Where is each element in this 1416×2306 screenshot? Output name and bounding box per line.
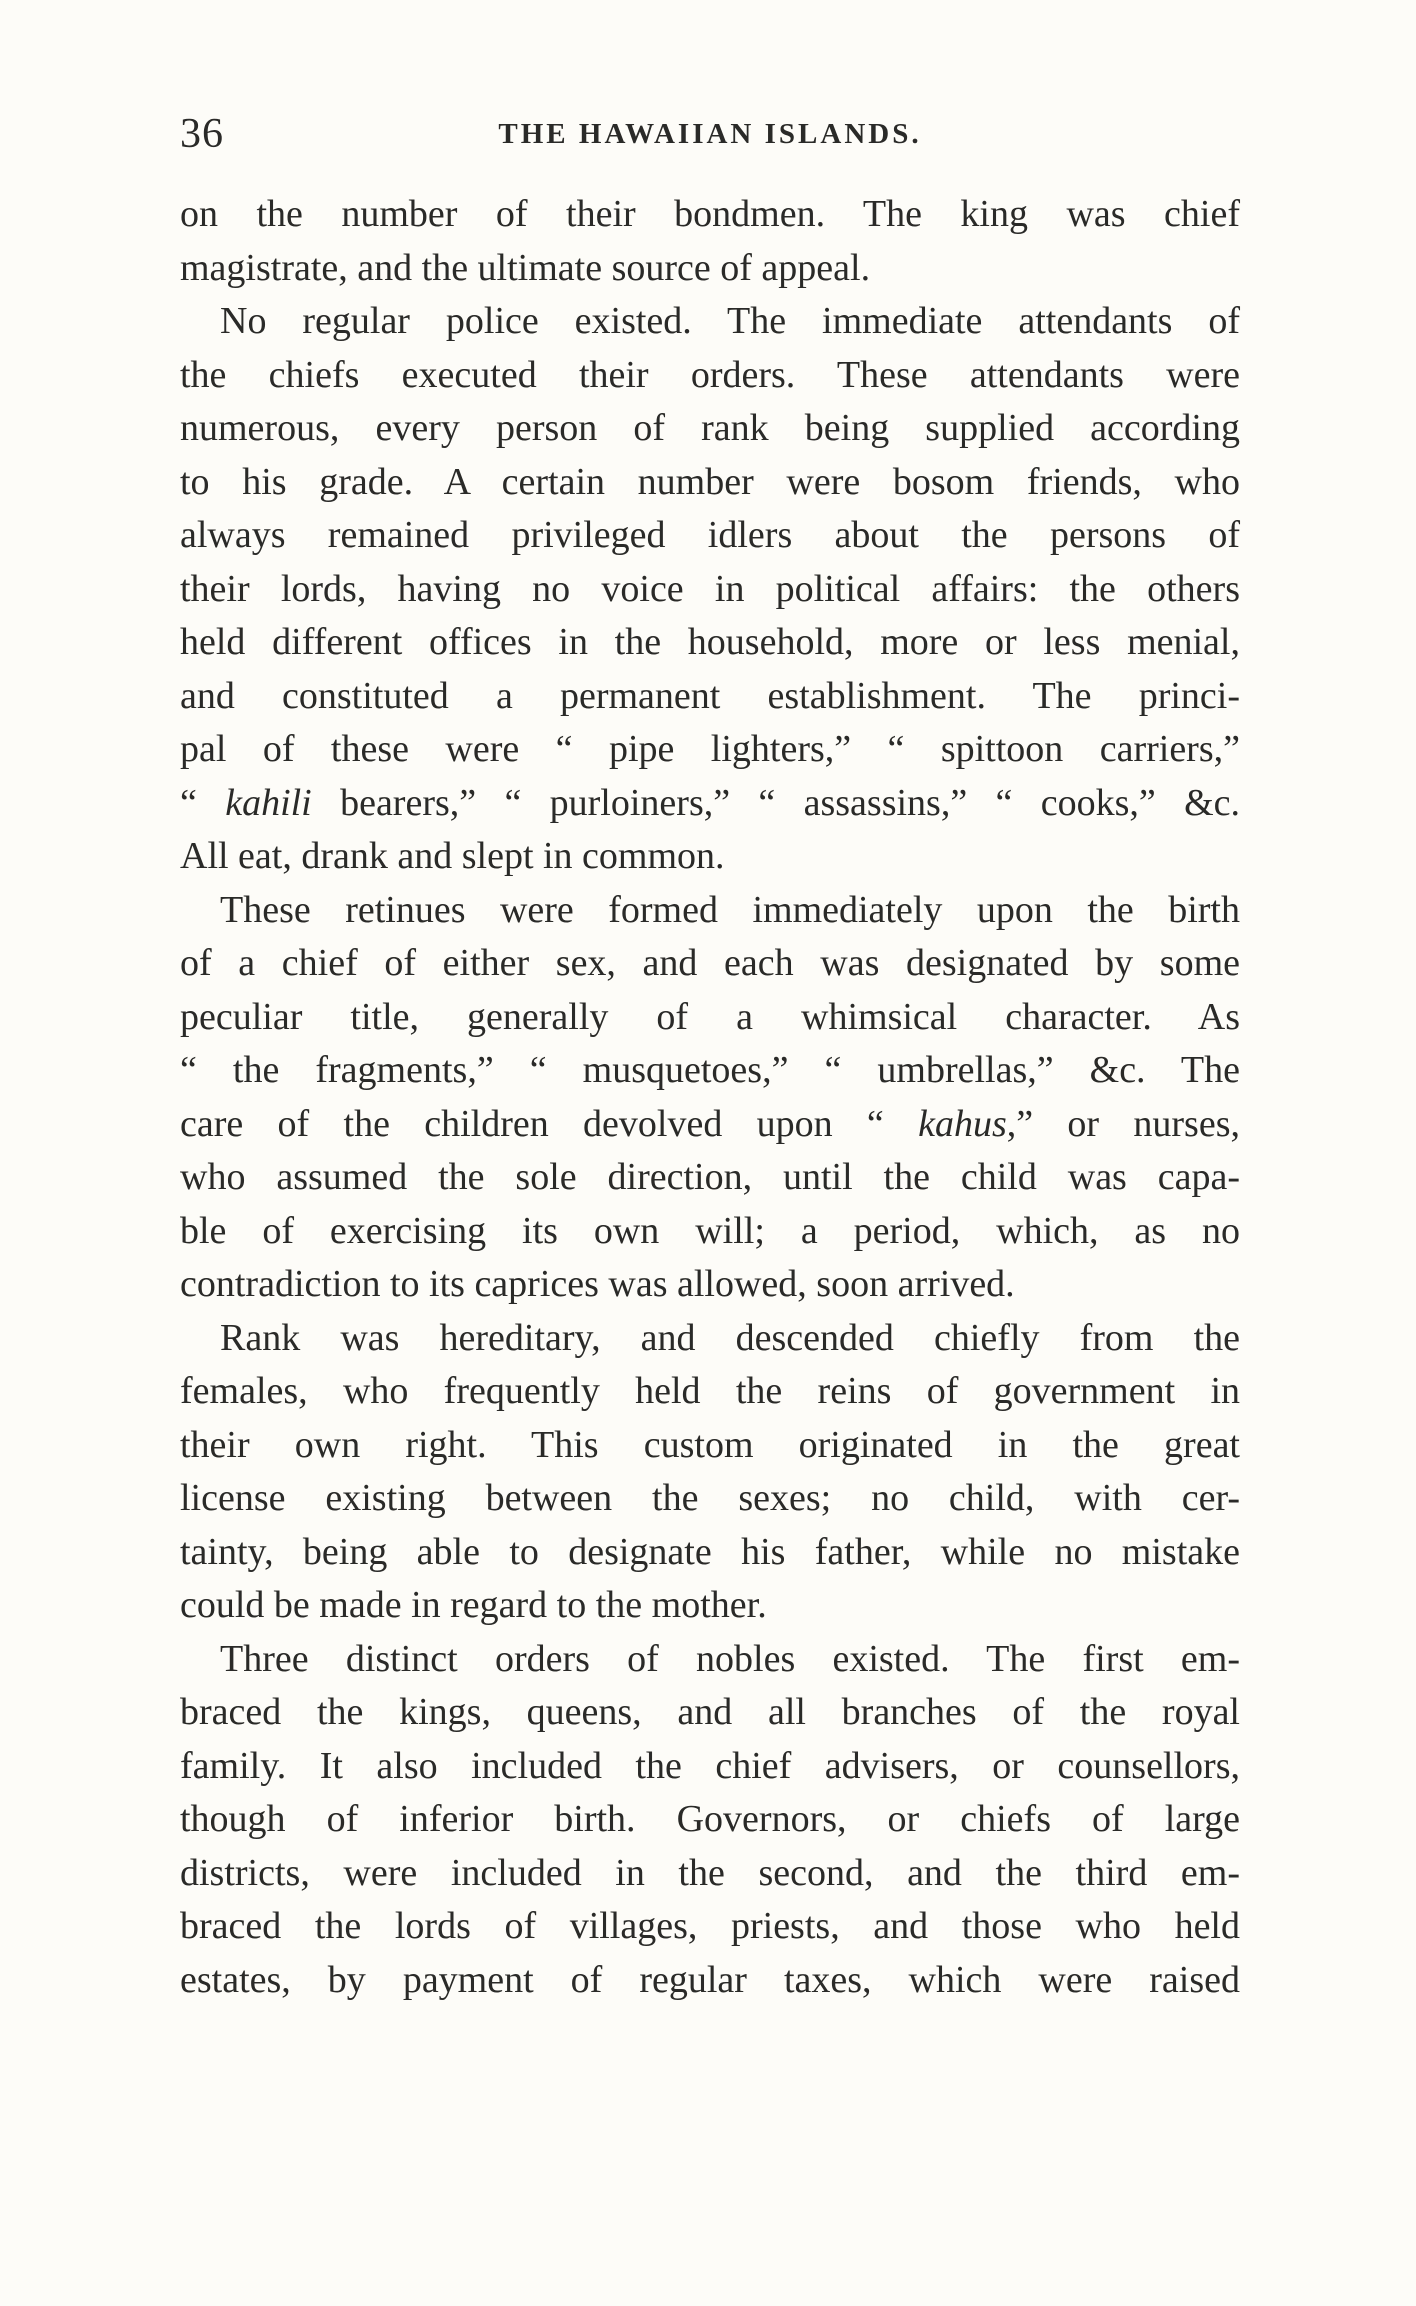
italic-term: kahili: [225, 781, 312, 824]
text-line: family. It also included the chief advisers, or counsellors,: [180, 1744, 1240, 1787]
text-line: the chiefs executed their orders. These attendants were: [180, 353, 1240, 396]
paragraph-3: [180, 884, 1240, 1312]
text-line: “ the fragments,” “ musquetoes,” “ umbrellas,” &c. The: [180, 1049, 1240, 1091]
paragraph-2: [180, 295, 1240, 884]
text-line: “ kahili bearers,” “ purloiners,” “ assassins,” “ cooks,” &c.: [180, 781, 1240, 824]
paragraph-5: [180, 1633, 1240, 2008]
text-line: could be made in regard to the mother.: [180, 1584, 767, 1626]
text-line: held different offices in the household, more or less menial,: [180, 621, 1240, 663]
text-line: always remained privileged idlers about the persons of: [180, 514, 1240, 556]
text-line: peculiar title, generally of a whimsical character. As: [180, 995, 1240, 1038]
text-line: care of the children devolved upon “ kahus,” or nurses,: [180, 1102, 1240, 1145]
text-line: All eat, drank and slept in common.: [180, 835, 725, 877]
italic-term: kahus: [918, 1102, 1007, 1145]
text-line: No regular police existed. The immediate attendants of: [220, 300, 1240, 342]
text-line: their lords, having no voice in political affairs: the others: [180, 567, 1240, 610]
running-head: [180, 104, 1240, 164]
text-line: districts, were included in the second, and the third em-: [180, 1851, 1240, 1894]
text-line: tainty, being able to designate his father, while no mistake: [180, 1530, 1240, 1573]
text-line: their own right. This custom originated in the great: [180, 1423, 1240, 1466]
text-line: contradiction to its caprices was allowed, soon arrived.: [180, 1263, 1015, 1305]
text-line: to his grade. A certain number were bosom friends, who: [180, 460, 1240, 503]
text-line: though of inferior birth. Governors, or chiefs of large: [180, 1798, 1240, 1840]
text-line: braced the kings, queens, and all branches of the royal: [180, 1691, 1240, 1733]
text-line: These retinues were formed immediately upon the birth: [220, 888, 1240, 931]
text-line: of a chief of either sex, and each was designated by some: [180, 942, 1240, 984]
text-line: pal of these were “ pipe lighters,” “ spittoon carriers,”: [180, 728, 1240, 770]
text-line: and constituted a permanent establishment. The princi-: [180, 674, 1240, 717]
text-line: Rank was hereditary, and descended chiefly from the: [220, 1316, 1240, 1359]
text-line: braced the lords of villages, priests, and those who held: [180, 1905, 1240, 1947]
text-line: numerous, every person of rank being supplied according: [180, 407, 1240, 449]
text-line: ble of exercising its own will; a period, which, as no: [180, 1209, 1240, 1252]
paragraph-1: [180, 188, 1240, 295]
paragraph-4: [180, 1312, 1240, 1633]
text-line: who assumed the sole direction, until the child was capa-: [180, 1156, 1240, 1198]
body-text: [180, 188, 1240, 2007]
text-line: on the number of their bondmen. The king was chief: [180, 193, 1240, 235]
text-line: magistrate, and the ultimate source of appeal.: [180, 246, 871, 289]
page-number: 36: [180, 111, 224, 157]
text-line: Three distinct orders of nobles existed. The first em-: [220, 1637, 1240, 1680]
text-line: estates, by payment of regular taxes, which were raised: [180, 1958, 1240, 2001]
header-title: THE HAWAIIAN ISLANDS.: [498, 118, 922, 150]
text-line: license existing between the sexes; no child, with cer-: [180, 1477, 1240, 1519]
text-line: females, who frequently held the reins of government in: [180, 1370, 1240, 1412]
